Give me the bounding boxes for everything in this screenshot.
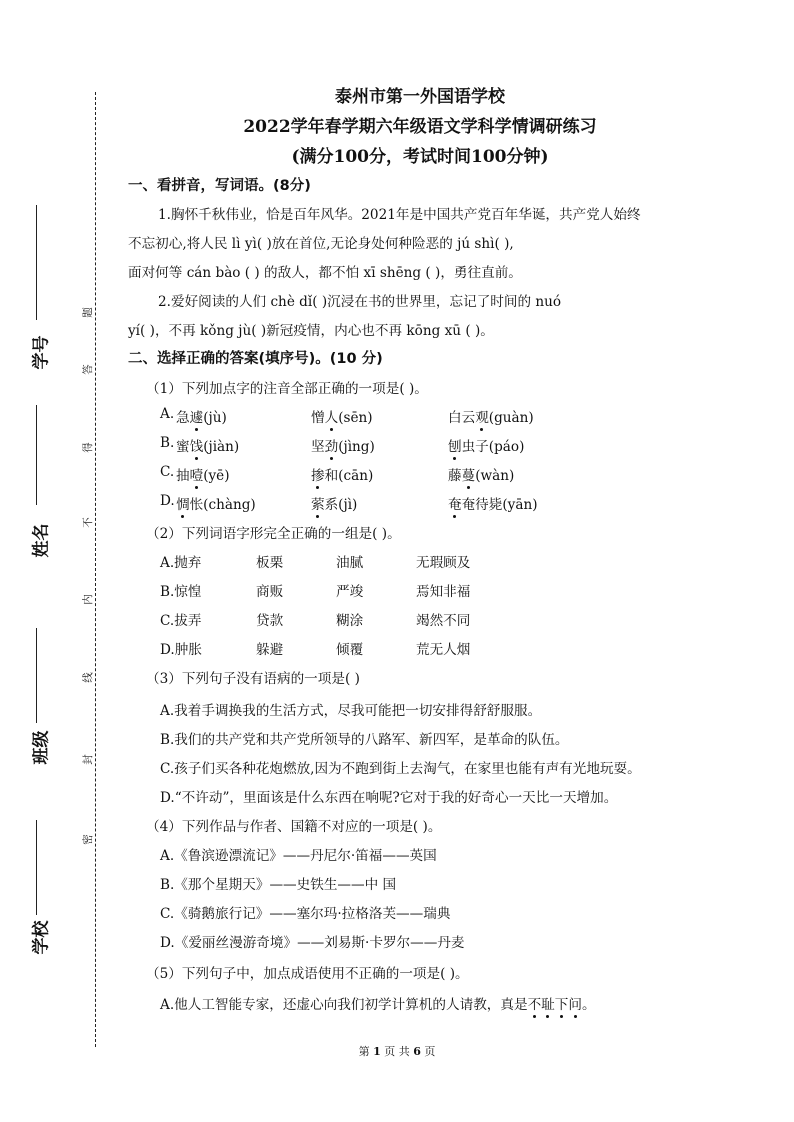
q3-option-b: B.我们的共产党和共产党所领导的八路军、新四军，是革命的队伍。 xyxy=(160,732,569,748)
q1-option-d-letter: D. xyxy=(160,493,175,509)
question-2: （2）下列词语字形完全正确的一组是( )。 xyxy=(146,526,401,542)
q1-option-b-letter: B. xyxy=(160,435,175,451)
q1-option-a-item: 急遽(jù) xyxy=(176,410,227,426)
q5-option-a-text: A.他人工智能专家，还虚心向我们初学计算机的人请教，真是 xyxy=(160,997,528,1013)
class-blank xyxy=(36,628,37,723)
dotted-char: 问 xyxy=(568,997,582,1013)
section-1-heading: 一、看拼音，写词语。(8分) xyxy=(128,178,311,194)
q1-option-b-item: 刨虫子(páo) xyxy=(448,439,525,455)
seal-char: 答 xyxy=(81,364,94,375)
seal-char: 内 xyxy=(81,594,94,605)
q3-option-a: A.我着手调换我的生活方式，尽我可能把一切安排得舒舒服服。 xyxy=(160,703,542,719)
q2-option-a-word: A.抛弃 xyxy=(160,555,202,571)
dotted-idiom xyxy=(528,997,582,1013)
q1-option-d-item: 惆怅(chàng) xyxy=(176,497,256,513)
q1-option-c-letter: C. xyxy=(160,464,175,480)
seal-char: 不 xyxy=(81,517,94,528)
section-1-line: 1.胸怀千秋伟业，恰是百年风华。2021年是中国共产党百年华诞，共产党人始终 xyxy=(158,207,641,223)
section-1-line: 面对何等 cán bào ( ) 的敌人，都不怕 xī shēng ( )，勇往直前。 xyxy=(128,265,522,281)
q2-option-d-word: 躲避 xyxy=(256,642,284,658)
seal-char: 题 xyxy=(81,307,94,318)
school-blank xyxy=(36,820,37,915)
q2-option-b-word: 严竣 xyxy=(336,584,364,600)
q2-option-c-word: 竭然不同 xyxy=(416,613,471,629)
seal-char: 得 xyxy=(81,442,94,453)
exam-info: (满分100分，考试时间100分钟) xyxy=(291,147,549,167)
q1-option-a-item: 憎人(sēn) xyxy=(311,410,373,426)
q1-option-a-item: 白云观(guàn) xyxy=(448,410,534,426)
exam-title: 2022学年春学期六年级语文学科学情调研练习 xyxy=(243,117,597,137)
q4-option-a: A.《鲁滨逊漂流记》——丹尼尔·笛福——英国 xyxy=(160,848,437,864)
name-label: 姓名 xyxy=(31,523,52,558)
page-footer: 第 1 页 共 6 页 xyxy=(358,1045,436,1058)
q4-option-c: C.《骑鹅旅行记》——塞尔玛·拉格洛芙——瑞典 xyxy=(160,906,451,922)
q5-option-a-end: 。 xyxy=(581,997,596,1013)
q2-option-c-word: C.拔弄 xyxy=(160,613,202,629)
q1-option-c-item: 藤蔓(wàn) xyxy=(448,468,515,484)
student-id-blank xyxy=(36,205,37,320)
q2-option-a-word: 板栗 xyxy=(256,555,284,571)
q2-option-d-word: 倾覆 xyxy=(336,642,364,658)
q2-option-d-word: 荒无人烟 xyxy=(416,642,471,658)
dotted-char: 下 xyxy=(554,997,569,1013)
page-number: 1 xyxy=(373,1045,381,1058)
class-label: 班级 xyxy=(31,730,52,765)
dotted-char: 不 xyxy=(527,997,542,1013)
section-2-heading: 二、选择正确的答案(填序号)。(10 分) xyxy=(128,351,383,367)
question-5: （5）下列句子中，加点成语使用不正确的一项是( )。 xyxy=(146,966,469,982)
student-id-label: 学号 xyxy=(31,335,52,370)
q2-option-d-word: D.肿胀 xyxy=(160,642,202,658)
question-3: （3）下列句子没有语病的一项是( ) xyxy=(146,671,360,687)
q1-option-c-item: 掺和(cān) xyxy=(311,468,374,484)
school-label: 学校 xyxy=(31,920,52,955)
question-1: （1）下列加点字的注音全部正确的一项是( )。 xyxy=(146,381,428,397)
q1-option-c-item: 抽噎(yē) xyxy=(176,468,230,484)
q2-option-b-word: B.惊惶 xyxy=(160,584,202,600)
seal-char: 密 xyxy=(81,834,94,845)
q2-option-a-word: 无瑕顾及 xyxy=(416,555,471,571)
q4-option-b: B.《那个星期天》——史铁生——中 国 xyxy=(160,877,397,893)
school-name: 泰州市第一外国语学校 xyxy=(335,87,505,107)
q1-option-d-item: 萦系(jì) xyxy=(311,497,358,513)
seal-char: 线 xyxy=(81,672,94,683)
dotted-char: 耻 xyxy=(541,997,555,1013)
q2-option-b-word: 焉知非福 xyxy=(416,584,471,600)
binding-dashed-line xyxy=(95,92,96,1047)
q2-option-c-word: 糊涂 xyxy=(336,613,364,629)
seal-char: 封 xyxy=(81,754,94,765)
section-1-line: yí( )，不再 kǒng jù( )新冠疫情，内心也不再 kōng xū ( )。 xyxy=(128,323,494,339)
q2-option-a-word: 油腻 xyxy=(336,555,364,571)
q1-option-a-letter: A. xyxy=(160,406,175,422)
q2-option-b-word: 商贩 xyxy=(256,584,284,600)
name-blank xyxy=(36,405,37,505)
q5-option-a xyxy=(160,993,596,1013)
q4-option-d: D.《爱丽丝漫游奇境》——刘易斯·卡罗尔——丹麦 xyxy=(160,935,465,951)
section-1-line: 不忘初心,将人民 lì yì( )放在首位,无论身处何种险恶的 jú shì( ), xyxy=(128,236,514,252)
q1-option-d-item: 奄奄待毙(yān) xyxy=(448,497,538,513)
q2-option-c-word: 贷款 xyxy=(256,613,284,629)
section-1-line: 2.爱好阅读的人们 chè dǐ( )沉浸在书的世界里，忘记了时间的 nuó xyxy=(158,294,562,310)
question-4: （4）下列作品与作者、国籍不对应的一项是( )。 xyxy=(146,819,442,835)
page-total: 6 xyxy=(413,1045,421,1058)
q3-option-c: C.孩子们买各种花炮燃放,因为不跑到街上去淘气，在家里也能有声有光地玩耍。 xyxy=(160,761,641,777)
q1-option-b-item: 蜜饯(jiàn) xyxy=(176,439,240,455)
q3-option-d: D.“不许动”，里面该是什么东西在响呢?它对于我的好奇心一天比一天增加。 xyxy=(160,790,618,806)
q1-option-b-item: 坚劲(jìng) xyxy=(311,439,375,455)
